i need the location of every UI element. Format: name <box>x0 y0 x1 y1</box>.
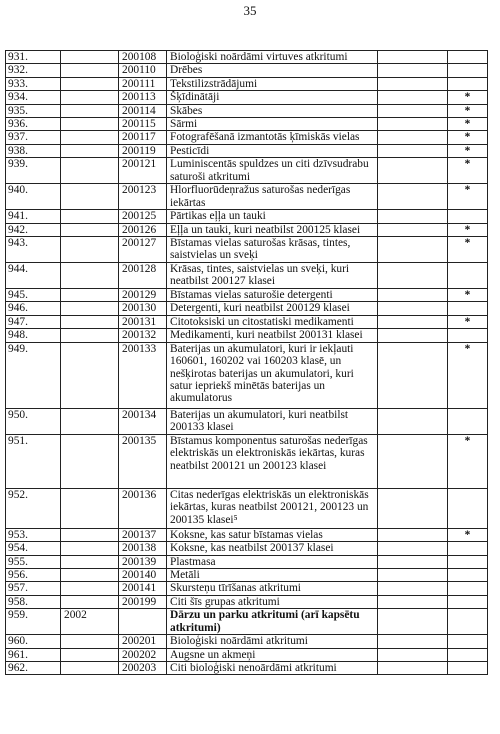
group-code-cell <box>61 237 119 263</box>
waste-code-cell: 200130 <box>119 302 167 315</box>
row-number-cell: 960. <box>6 635 61 648</box>
row-number-cell: 951. <box>6 434 61 488</box>
row-number-cell: 959. <box>6 609 61 635</box>
waste-code-cell: 200136 <box>119 488 167 528</box>
table-row <box>6 609 488 635</box>
row-number-cell: 953. <box>6 528 61 541</box>
empty-cell <box>378 237 448 263</box>
table-row <box>6 51 488 64</box>
empty-cell <box>378 528 448 541</box>
waste-description-cell: Bīstamas vielas saturošie detergenti <box>167 289 378 302</box>
waste-description-cell: Skābes <box>167 104 378 117</box>
table-row <box>6 302 488 315</box>
hazard-mark-cell: * <box>448 342 488 408</box>
hazard-mark-cell <box>448 77 488 90</box>
empty-cell <box>378 184 448 210</box>
table-row <box>6 144 488 157</box>
hazard-mark-cell: * <box>448 131 488 144</box>
waste-code-cell: 200117 <box>119 131 167 144</box>
group-code-cell <box>61 223 119 236</box>
row-number-cell: 962. <box>6 661 61 674</box>
hazard-mark-cell <box>448 555 488 568</box>
table-row <box>6 488 488 528</box>
group-code-cell <box>61 555 119 568</box>
table-row <box>6 342 488 408</box>
empty-cell <box>378 661 448 674</box>
row-number-cell: 937. <box>6 131 61 144</box>
waste-code-cell: 200132 <box>119 329 167 342</box>
table-row <box>6 582 488 595</box>
group-code-cell <box>61 77 119 90</box>
group-code-cell <box>61 158 119 184</box>
row-number-cell: 948. <box>6 329 61 342</box>
waste-code-cell: 200201 <box>119 635 167 648</box>
table-row <box>6 289 488 302</box>
waste-description-cell: Sārmi <box>167 118 378 131</box>
row-number-cell: 949. <box>6 342 61 408</box>
hazard-mark-cell: * <box>448 144 488 157</box>
table-row <box>6 237 488 263</box>
row-number-cell: 957. <box>6 582 61 595</box>
waste-code-cell: 200121 <box>119 158 167 184</box>
waste-description-cell: Dārzu un parku atkritumi (arī kapsētu atkritumi) <box>167 609 378 635</box>
hazard-mark-cell <box>448 488 488 528</box>
table-row <box>6 635 488 648</box>
row-number-cell: 934. <box>6 91 61 104</box>
row-number-cell: 944. <box>6 263 61 289</box>
table-row <box>6 184 488 210</box>
waste-description-cell: Koksne, kas satur bīstamas vielas <box>167 528 378 541</box>
hazard-mark-cell <box>448 542 488 555</box>
waste-code-cell: 200134 <box>119 408 167 434</box>
table-row <box>6 434 488 488</box>
waste-code-cell: 200115 <box>119 118 167 131</box>
waste-description-cell: Baterijas un akumulatori, kuri neatbilst 200133 klasei <box>167 408 378 434</box>
empty-cell <box>378 51 448 64</box>
row-number-cell: 938. <box>6 144 61 157</box>
hazard-mark-cell <box>448 582 488 595</box>
hazard-mark-cell: * <box>448 184 488 210</box>
empty-cell <box>378 118 448 131</box>
empty-cell <box>378 342 448 408</box>
hazard-mark-cell: * <box>448 528 488 541</box>
waste-code-cell: 200137 <box>119 528 167 541</box>
waste-description-cell: Medikamenti, kuri neatbilst 200131 klasei <box>167 329 378 342</box>
waste-code-cell: 200203 <box>119 661 167 674</box>
table-row <box>6 77 488 90</box>
waste-code-cell: 200129 <box>119 289 167 302</box>
hazard-mark-cell <box>448 635 488 648</box>
empty-cell <box>378 595 448 608</box>
table-row <box>6 568 488 581</box>
empty-cell <box>378 582 448 595</box>
group-code-cell <box>61 434 119 488</box>
group-code-cell <box>61 91 119 104</box>
table-row <box>6 408 488 434</box>
table-row <box>6 555 488 568</box>
group-code-cell <box>61 263 119 289</box>
empty-cell <box>378 408 448 434</box>
hazard-mark-cell <box>448 408 488 434</box>
group-code-cell <box>61 648 119 661</box>
row-number-cell: 941. <box>6 210 61 223</box>
table-row <box>6 648 488 661</box>
group-code-cell <box>61 302 119 315</box>
waste-classification-table <box>5 50 488 675</box>
table-row <box>6 104 488 117</box>
empty-cell <box>378 77 448 90</box>
empty-cell <box>378 434 448 488</box>
waste-description-cell: Plastmasa <box>167 555 378 568</box>
waste-code-cell: 200123 <box>119 184 167 210</box>
hazard-mark-cell <box>448 648 488 661</box>
row-number-cell: 955. <box>6 555 61 568</box>
group-code-cell <box>61 635 119 648</box>
waste-description-cell: Hlorfluorūdeņražus saturošas nederīgas iekārtas <box>167 184 378 210</box>
empty-cell <box>378 568 448 581</box>
waste-code-cell: 200135 <box>119 434 167 488</box>
hazard-mark-cell: * <box>448 315 488 328</box>
waste-description-cell: Fotografēšanā izmantotās ķīmiskās vielas <box>167 131 378 144</box>
waste-code-cell: 200126 <box>119 223 167 236</box>
waste-description-cell: Citi bioloģiski nenoārdāmi atkritumi <box>167 661 378 674</box>
waste-description-cell: Luminiscentās spuldzes un citi dzīvsudrabu saturoši atkritumi <box>167 158 378 184</box>
waste-code-cell: 200139 <box>119 555 167 568</box>
waste-code-cell: 200141 <box>119 582 167 595</box>
waste-description-cell: Augsne un akmeņi <box>167 648 378 661</box>
group-code-cell <box>61 595 119 608</box>
waste-code-cell: 200108 <box>119 51 167 64</box>
row-number-cell: 950. <box>6 408 61 434</box>
table-row <box>6 528 488 541</box>
group-code-cell <box>61 289 119 302</box>
row-number-cell: 956. <box>6 568 61 581</box>
group-code-cell <box>61 118 119 131</box>
empty-cell <box>378 223 448 236</box>
empty-cell <box>378 609 448 635</box>
waste-description-cell: Detergenti, kuri neatbilst 200129 klasei <box>167 302 378 315</box>
empty-cell <box>378 555 448 568</box>
table-row <box>6 329 488 342</box>
waste-description-cell: Bīstamus komponentus saturošas nederīgas elektriskās un elektroniskās iekārtas, kuras neatbilst 200121 un 200123 klasei <box>167 434 378 488</box>
row-number-cell: 935. <box>6 104 61 117</box>
row-number-cell: 936. <box>6 118 61 131</box>
waste-description-cell: Tekstilizstrādājumi <box>167 77 378 90</box>
waste-code-cell: 200127 <box>119 237 167 263</box>
waste-code-cell: 200113 <box>119 91 167 104</box>
table-row <box>6 210 488 223</box>
waste-description-cell: Metāli <box>167 568 378 581</box>
empty-cell <box>378 329 448 342</box>
hazard-mark-cell <box>448 661 488 674</box>
waste-description-cell: Baterijas un akumulatori, kuri ir iekļauti 160601, 160202 vai 160203 klasē, un nešķirotas baterijas un akumulatori, kuri satur iepriekš minētās baterijas un akumulatorus <box>167 342 378 408</box>
row-number-cell: 932. <box>6 64 61 77</box>
group-code-cell <box>61 329 119 342</box>
table-body <box>6 51 488 675</box>
hazard-mark-cell: * <box>448 289 488 302</box>
hazard-mark-cell <box>448 302 488 315</box>
hazard-mark-cell: * <box>448 223 488 236</box>
hazard-mark-cell: * <box>448 237 488 263</box>
waste-description-cell: Bioloģiski noārdāmi atkritumi <box>167 635 378 648</box>
group-code-cell <box>61 661 119 674</box>
hazard-mark-cell <box>448 64 488 77</box>
hazard-mark-cell: * <box>448 434 488 488</box>
waste-description-cell: Citotoksiski un citostatiski medikamenti <box>167 315 378 328</box>
hazard-mark-cell: * <box>448 104 488 117</box>
waste-description-cell: Skursteņu tīrīšanas atkritumi <box>167 582 378 595</box>
empty-cell <box>378 131 448 144</box>
waste-description-cell: Eļļa un tauki, kuri neatbilst 200125 klasei <box>167 223 378 236</box>
page-number: 35 <box>243 3 257 18</box>
group-code-cell <box>61 64 119 77</box>
waste-description-cell: Koksne, kas neatbilst 200137 klasei <box>167 542 378 555</box>
row-number-cell: 946. <box>6 302 61 315</box>
empty-cell <box>378 263 448 289</box>
row-number-cell: 939. <box>6 158 61 184</box>
empty-cell <box>378 302 448 315</box>
waste-code-cell <box>119 609 167 635</box>
row-number-cell: 931. <box>6 51 61 64</box>
empty-cell <box>378 210 448 223</box>
group-code-cell <box>61 131 119 144</box>
empty-cell <box>378 542 448 555</box>
table-row <box>6 131 488 144</box>
row-number-cell: 942. <box>6 223 61 236</box>
table-row <box>6 595 488 608</box>
table-row <box>6 263 488 289</box>
empty-cell <box>378 144 448 157</box>
waste-description-cell: Bioloģiski noārdāmi virtuves atkritumi <box>167 51 378 64</box>
empty-cell <box>378 635 448 648</box>
waste-code-cell: 200125 <box>119 210 167 223</box>
hazard-mark-cell <box>448 609 488 635</box>
row-number-cell: 954. <box>6 542 61 555</box>
table-row <box>6 315 488 328</box>
waste-code-cell: 200199 <box>119 595 167 608</box>
waste-code-cell: 200110 <box>119 64 167 77</box>
waste-description-cell: Drēbes <box>167 64 378 77</box>
row-number-cell: 945. <box>6 289 61 302</box>
waste-code-cell: 200140 <box>119 568 167 581</box>
waste-code-cell: 200114 <box>119 104 167 117</box>
empty-cell <box>378 315 448 328</box>
waste-description-cell: Citi šīs grupas atkritumi <box>167 595 378 608</box>
waste-code-cell: 200111 <box>119 77 167 90</box>
row-number-cell: 958. <box>6 595 61 608</box>
waste-code-cell: 200138 <box>119 542 167 555</box>
group-code-cell <box>61 342 119 408</box>
waste-code-cell: 200119 <box>119 144 167 157</box>
hazard-mark-cell <box>448 595 488 608</box>
hazard-mark-cell: * <box>448 158 488 184</box>
hazard-mark-cell <box>448 329 488 342</box>
hazard-mark-cell <box>448 51 488 64</box>
row-number-cell: 952. <box>6 488 61 528</box>
group-code-cell <box>61 542 119 555</box>
hazard-mark-cell: * <box>448 91 488 104</box>
waste-code-cell: 200131 <box>119 315 167 328</box>
group-code-cell <box>61 210 119 223</box>
table-row <box>6 118 488 131</box>
hazard-mark-cell <box>448 210 488 223</box>
waste-code-cell: 200133 <box>119 342 167 408</box>
waste-description-cell: Pesticīdi <box>167 144 378 157</box>
waste-code-cell: 200128 <box>119 263 167 289</box>
table-row <box>6 223 488 236</box>
group-code-cell <box>61 315 119 328</box>
group-code-cell <box>61 104 119 117</box>
hazard-mark-cell <box>448 263 488 289</box>
row-number-cell: 947. <box>6 315 61 328</box>
group-code-cell <box>61 51 119 64</box>
empty-cell <box>378 91 448 104</box>
group-code-cell: 2002 <box>61 609 119 635</box>
waste-description-cell: Bīstamas vielas saturošas krāsas, tintes, saistvielas un sveķi <box>167 237 378 263</box>
group-code-cell <box>61 408 119 434</box>
waste-code-cell: 200202 <box>119 648 167 661</box>
row-number-cell: 940. <box>6 184 61 210</box>
group-code-cell <box>61 568 119 581</box>
waste-description-cell: Pārtikas eļļa un tauki <box>167 210 378 223</box>
empty-cell <box>378 158 448 184</box>
group-code-cell <box>61 528 119 541</box>
hazard-mark-cell <box>448 568 488 581</box>
row-number-cell: 933. <box>6 77 61 90</box>
hazard-mark-cell: * <box>448 118 488 131</box>
empty-cell <box>378 488 448 528</box>
group-code-cell <box>61 488 119 528</box>
waste-description-cell: Krāsas, tintes, saistvielas un sveķi, kuri neatbilst 200127 klasei <box>167 263 378 289</box>
empty-cell <box>378 104 448 117</box>
empty-cell <box>378 289 448 302</box>
empty-cell <box>378 648 448 661</box>
empty-cell <box>378 64 448 77</box>
group-code-cell <box>61 184 119 210</box>
table-row <box>6 542 488 555</box>
waste-description-cell: Šķīdinātāji <box>167 91 378 104</box>
group-code-cell <box>61 144 119 157</box>
group-code-cell <box>61 582 119 595</box>
row-number-cell: 961. <box>6 648 61 661</box>
row-number-cell: 943. <box>6 237 61 263</box>
table-row <box>6 64 488 77</box>
table-row <box>6 661 488 674</box>
waste-description-cell: Citas nederīgas elektriskās un elektroniskās iekārtas, kuras neatbilst 200121, 200123 un 200135 klasei⁵ <box>167 488 378 528</box>
table-row <box>6 91 488 104</box>
table-row <box>6 158 488 184</box>
